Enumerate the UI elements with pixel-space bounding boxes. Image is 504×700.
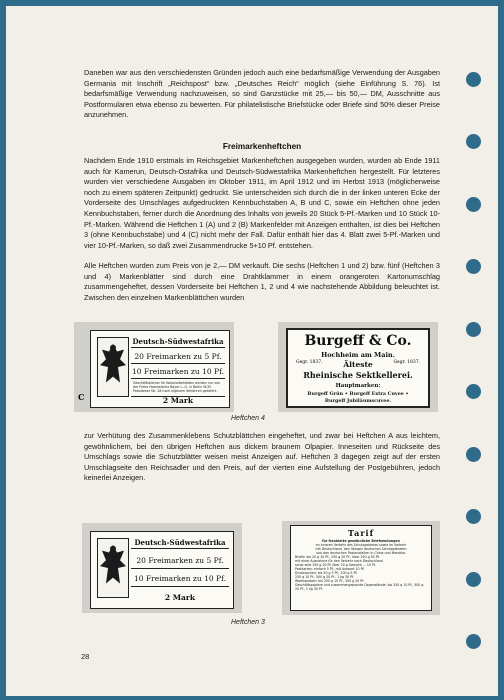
tarif-line: sonst wird 250 g 20 Pf. über 20 g Gewicht ... 10 Pf.	[295, 563, 376, 567]
tarif-photo	[282, 521, 440, 615]
binder-hole	[466, 447, 481, 462]
tarif-line: Briefe: bis 20 g 10 Pf., 250 g 20 Pf., über 250 g 50 Pf.	[295, 555, 380, 559]
eagle-emblem-icon	[97, 538, 129, 598]
ad-city: Hochheim am Main.	[321, 351, 395, 359]
ad-sektkellerei: Rheinische Sektkellerei.	[303, 370, 413, 380]
binder-hole	[466, 134, 481, 149]
binder-hole	[466, 634, 481, 649]
stamps-5pf-line: 20 Freimarken zu 5 Pf.	[131, 349, 225, 364]
intro-paragraph: Daneben war aus den verschiedensten Gründen jedoch auch eine bedarfsmäßige Verwendung der Ausgaben Germania mit Inschrift „Reichspost“ bzw. „Deutsches Reich“ möglich (siehe Einführung S. 76). Ist bedarfsmäßige Verwendung nachzuweisen, so sind Ganzstücke mit 25,— bis 50,— DM, Ausschnitte aus Postformularen etwa ebenso zu bewerten. Für philatelistische Briefstücke oder Briefe sind 50% dieser Preise anzunehmen.	[84, 68, 440, 120]
stamps-10pf-line: 10 Freimarken zu 10 Pf.	[131, 364, 225, 379]
tarif-line: Geschäftspapiere und zusammengepackte Gegenstände: bis 250 g 10 Pf., 500 g 20 Pf., 1 kg 30 Pf.	[295, 583, 424, 591]
tarif-line: Drucksachen: bis 50 g 3 Pf., 100 g 5 Pf.	[295, 571, 358, 575]
tarif-line: mit einer Ausnahme für den Verkehr nach Deutschland	[295, 559, 383, 563]
section-heading: Freimarkenheftchen	[222, 142, 302, 151]
ad-brands-heading: Hauptmarken:	[335, 383, 381, 389]
tarif-title: Tarif	[347, 528, 375, 538]
tarif-line: und den deutschen Postanstalten in China und Marokko.	[316, 551, 406, 555]
ad-brands-2: Burgeff Jubiläumscuvee.	[324, 398, 392, 404]
ad-company-name: Burgeff & Co.	[304, 333, 412, 349]
binder-hole	[466, 572, 481, 587]
tarif-line: Postkarten: einfach 5 Pf., mit Antwort 10 Pf.	[295, 567, 365, 571]
booklet-letter: C	[78, 392, 85, 402]
tarif-lines	[295, 539, 427, 591]
paragraph-1: Nachdem Ende 1910 erstmals im Reichsgebiet Markenheftchen ausgegeben wurden, wurden ab Ende 1911 auch für Kamerun, Deutsch-Ostafrika und Deutsch-Südwestafrika Markenheftchen hergestellt. Für letzteres wurden vier verschiedene Ausgaben im Oktober 1911, im April 1912 und im Herbst 1913 (möglicherweise noch zu einem späteren Zeitpunkt) gedruckt. Sie unterscheiden sich durch die in der linken unteren Ecke der Vorderseite des Umschlages aufgedruckten Kennbuchstaben A, B und C, sowie ein Heftchen ohne jeden Kennbuchstaben, ferner durch die Anordnung des Inhalts von jeweils 20 Stück 5-Pf.-Marken und 10 Stück 10-Pf.-Marken. Während die Heftchen 1 (A) und 2 (B) Markenfelder mit Anzeigen enthalten, ist dies bei Heftchen 3 (ohne Kennbuchstabe) und 4 (C) nicht mehr der Fall. Dafür enthält hier das 4. Blatt zwei 5-Pf.-Marken und vier 10-Pf.-Marken, so daß zwei Zusammendrucke 5+10 Pf. entstehen.	[84, 156, 440, 250]
burgeff-ad-photo	[278, 322, 438, 412]
booklet-title: Deutsch-Südwestafrika	[131, 536, 229, 549]
booklet-price: 2 Mark	[162, 395, 194, 405]
booklet-3-cover	[90, 531, 234, 609]
ad-oldest: Älteste	[343, 360, 373, 369]
page	[6, 6, 498, 696]
booklet-price: 2 Mark	[164, 592, 196, 602]
page-number: 28	[81, 652, 90, 661]
tarif-line: mit Deutschland, den übrigen deutschen Schutzgebieten	[315, 547, 407, 551]
paragraph-2: Alle Heftchen wurden zum Preis von je 2,— DM verkauft. Die sechs (Heftchen 1 und 2) bzw. fünf (Heftchen 3 und 4) Markenblätter sind durch eine Drahtklammer in einem orangeroten Kartonumschlag zusammengeheftet, dessen Vorderseite bei Heftchen 1, 2 und 4 wie nachstehende Abbildung beleuchtet ist. Zwischen den einzelnen Markenblättchen wurden	[84, 261, 440, 302]
eagle-emblem-icon	[97, 337, 129, 397]
stamps-10pf-line: 10 Freimarken zu 10 Pf.	[131, 570, 229, 587]
tarif-line: Warenproben: bis 250 g 10 Pf., 350 g 20 Pf.	[295, 579, 365, 583]
booklet-4-front-photo	[74, 322, 234, 412]
burgeff-ad	[286, 328, 430, 408]
booklet-title: Deutsch-Südwestafrika	[131, 335, 225, 348]
binder-hole	[466, 197, 481, 212]
figure-1-caption: Heftchen 4	[231, 415, 265, 422]
binder-hole	[466, 509, 481, 524]
tarif-line: 250 g 10 Pf., 500 g 20 Pf., 1 kg 30 Pf.	[295, 575, 354, 579]
booklet-fineprint: Geschäftsbücher für Kolonialbehörden werden nur von der Firma Hoeckelsche Bayer L.-G. in Berlin W.35 Potsdamer Str. 28 nach eigenem Verfahren geliefert.	[131, 380, 225, 397]
binder-hole	[466, 259, 481, 274]
binder-hole	[466, 72, 481, 87]
tarif-line: für frankierte gewöhnliche Briefsendungen	[322, 539, 400, 543]
tarif-card	[290, 525, 432, 611]
booklet-4-cover	[90, 330, 230, 408]
binder-hole	[466, 322, 481, 337]
binder-hole	[466, 384, 481, 399]
figure-2-caption: Heftchen 3	[231, 619, 265, 626]
stamps-5pf-line: 20 Freimarken zu 5 Pf.	[131, 552, 229, 569]
ad-brands-1: Burgeff Grün • Burgeff Extra Cuvee •	[307, 391, 409, 397]
ad-year-right: Gegr. 1837.	[393, 360, 420, 365]
booklet-3-front-photo	[82, 523, 242, 613]
ad-year-left: Gegr. 1837.	[296, 360, 323, 365]
paragraph-3: zur Verhütung des Zusammenklebens Schutzblättchen eingeheftet, und zwar bei Heftchen A aus leichtem, gewöhnlichem, bei den übrigen Heftchen aus dickem braunem Olpapier. Inneseiten und Rückseite des Umschlags sowie die Schutzblätter weisen meist Anzeigen auf. Heftchen 3 dagegen zeigt auf der ersten Umschlagseite den Reichsadler und den Preis, auf der vierten eine Aufstellung der Postgebühren, jedoch keinerlei Anzeigen.	[84, 431, 440, 483]
tarif-line: im inneren Verkehr des Schutzgebietes sowie im Verkehr	[315, 543, 407, 547]
